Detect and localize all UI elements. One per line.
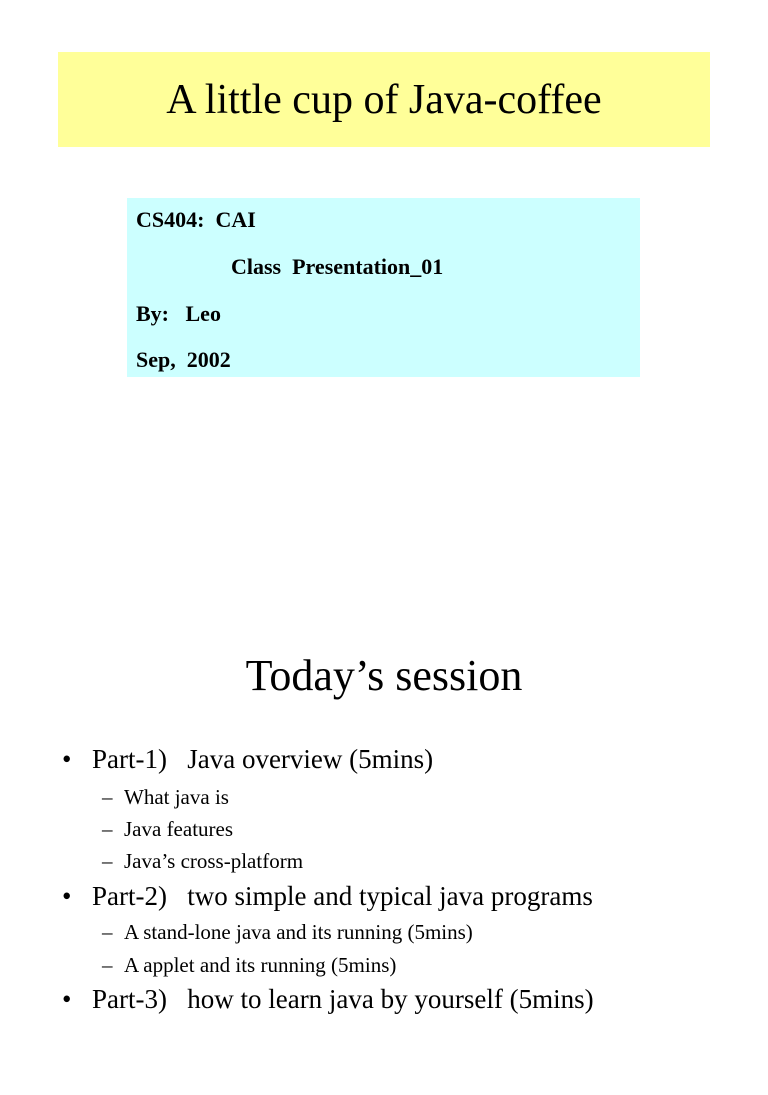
title-banner bbox=[58, 52, 710, 147]
dash-icon: – bbox=[102, 920, 113, 944]
date-line: Sep, 2002 bbox=[136, 347, 231, 372]
sub-item-text: A applet and its running (5mins) bbox=[124, 953, 397, 977]
sub-item-text: Java’s cross-platform bbox=[124, 849, 304, 873]
bullet-icon: • bbox=[62, 984, 72, 1014]
bullet-text: Part-1) Java overview (5mins) bbox=[92, 744, 434, 774]
bullet-icon: • bbox=[62, 744, 72, 774]
presentation-line: Class Presentation_01 bbox=[231, 254, 444, 279]
author-line: By: Leo bbox=[136, 301, 221, 326]
bullet-text: Part-2) two simple and typical java programs bbox=[92, 881, 593, 911]
bullet-icon: • bbox=[62, 881, 72, 911]
course-line: CS404: CAI bbox=[136, 207, 256, 232]
dash-icon: – bbox=[102, 817, 113, 841]
session-title: Today’s session bbox=[245, 651, 523, 700]
sub-item-text: A stand-lone java and its running (5mins) bbox=[124, 920, 473, 944]
dash-icon: – bbox=[102, 849, 113, 873]
info-box bbox=[127, 198, 640, 377]
slide-title-text: A little cup of Java-coffee bbox=[166, 76, 602, 123]
bullet-text: Part-3) how to learn java by yourself (5mins) bbox=[92, 984, 594, 1014]
bullet-part-3 bbox=[62, 984, 594, 1094]
sub-item-text: Java features bbox=[124, 817, 234, 841]
sub-item-text: What java is bbox=[124, 785, 229, 809]
slide-session bbox=[0, 600, 768, 1024]
dash-icon: – bbox=[102, 953, 113, 977]
dash-icon: – bbox=[102, 785, 113, 809]
